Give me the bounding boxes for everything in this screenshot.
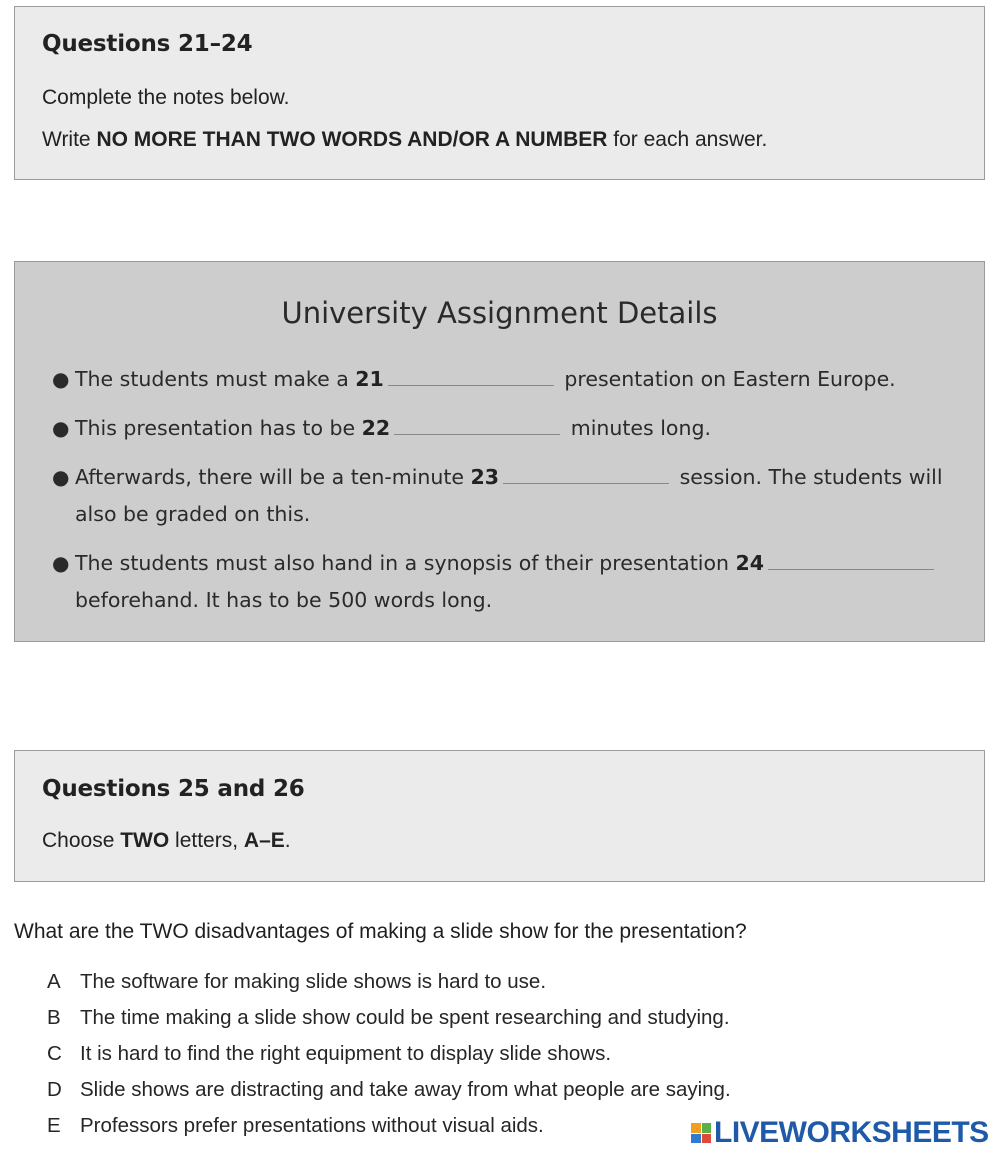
option-a[interactable]: A The software for making slide shows is hard to use.	[47, 970, 547, 993]
note-item-21: ● The students must make a 21 presentation on Eastern Europe.	[75, 361, 955, 398]
questions-25-26-title: Questions 25 and 26	[42, 776, 305, 802]
bullet-icon: ●	[52, 367, 70, 391]
option-e[interactable]: E Professors prefer presentations without visual aids.	[47, 1114, 544, 1137]
bullet-icon: ●	[52, 551, 70, 575]
answer-blank-22[interactable]	[394, 412, 560, 435]
instruction-complete-notes: Complete the notes below.	[42, 86, 290, 109]
bullet-icon: ●	[52, 465, 70, 489]
note-item-24: ● The students must also hand in a synopsis of their presentation 24 beforehand. It has to be 500 words long.	[75, 545, 955, 619]
liveworksheets-logo-text: LIVEWORKSHEETS	[714, 1116, 989, 1149]
notes-title: University Assignment Details	[281, 296, 718, 330]
liveworksheets-logo-icon	[691, 1123, 711, 1143]
note-item-22: ● This presentation has to be 22 minutes long.	[75, 410, 955, 447]
instructions-box-25-26	[14, 750, 985, 882]
note-item-23: ● Afterwards, there will be a ten-minute 23 session. The students will also be graded on this.	[75, 459, 955, 533]
notes-box	[14, 261, 985, 642]
option-b[interactable]: B The time making a slide show could be spent researching and studying.	[47, 1006, 730, 1029]
bullet-icon: ●	[52, 416, 70, 440]
answer-blank-23[interactable]	[503, 461, 669, 484]
questions-21-24-title: Questions 21–24	[42, 31, 253, 57]
answer-blank-21[interactable]	[388, 363, 554, 386]
instruction-word-limit: Write NO MORE THAN TWO WORDS AND/OR A NUMBER for each answer.	[42, 128, 768, 151]
instruction-choose-two: Choose TWO letters, A–E.	[42, 829, 291, 852]
option-c[interactable]: C It is hard to find the right equipment to display slide shows.	[47, 1042, 612, 1065]
answer-blank-24[interactable]	[768, 547, 934, 570]
liveworksheets-logo	[691, 1116, 989, 1150]
option-d[interactable]: D Slide shows are distracting and take away from what people are saying.	[47, 1078, 731, 1101]
question-text: What are the TWO disadvantages of making a slide show for the presentation?	[14, 920, 747, 943]
instructions-box-21-24	[14, 6, 985, 180]
